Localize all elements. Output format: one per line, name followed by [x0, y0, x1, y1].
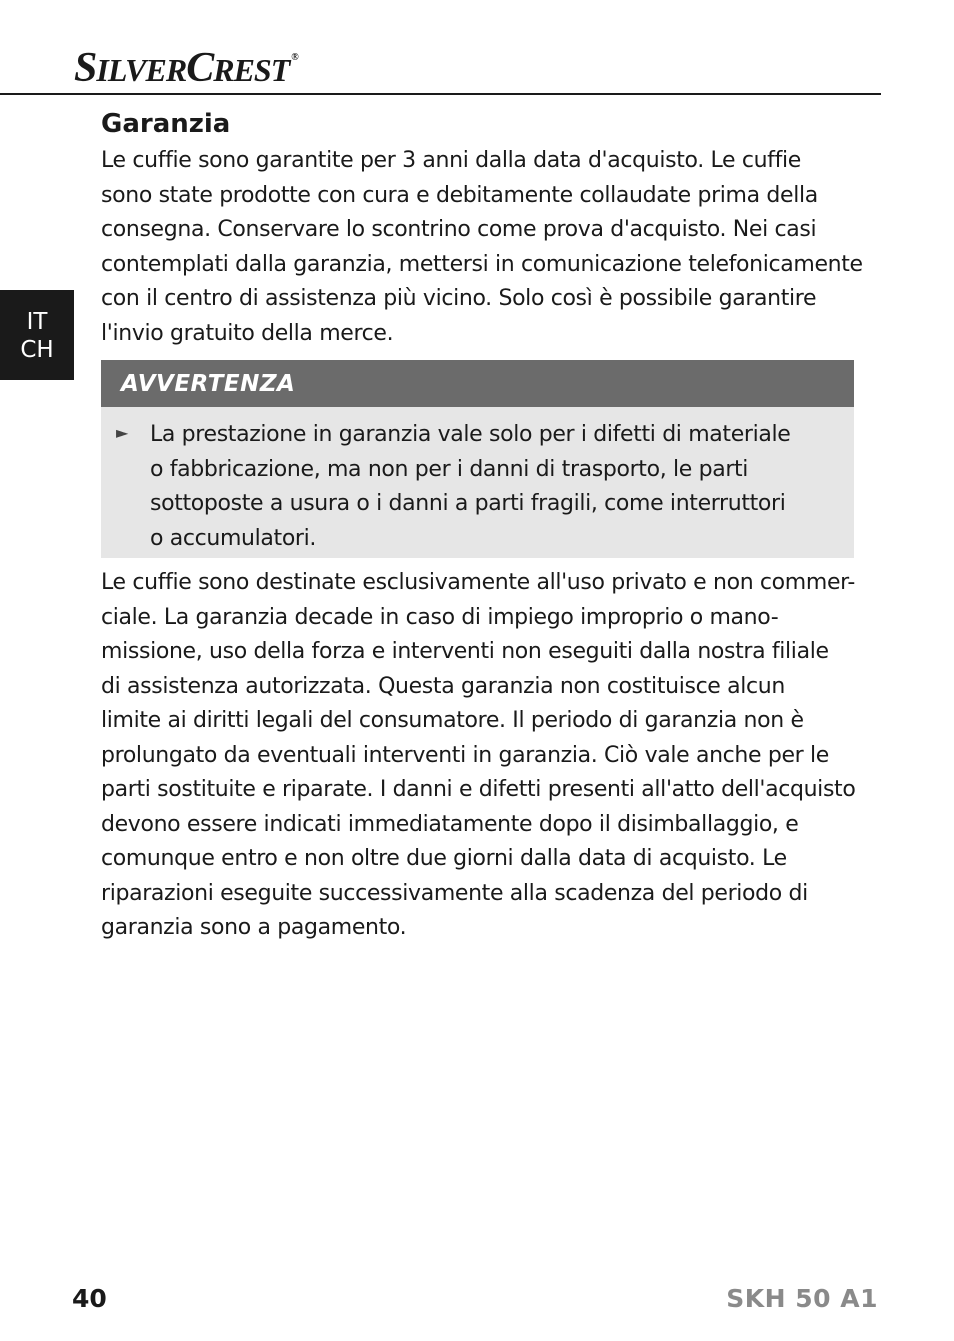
- language-code-ch: CH: [20, 337, 54, 363]
- warning-body: [101, 407, 854, 556]
- arrow-bullet-icon: ►: [116, 423, 129, 442]
- warning-line: o fabbricazione, ma non per i danni di trasporto, le parti: [150, 456, 749, 482]
- warning-line: o accumulatori.: [150, 525, 317, 551]
- page-number: 40: [72, 1284, 107, 1313]
- logo-letter-c: C: [186, 45, 214, 91]
- warranty-section: [101, 104, 861, 351]
- paragraph-line: garanzia sono a pagamento.: [101, 915, 407, 940]
- paragraph-line: consegna. Conservare lo scontrino come prova d'acquisto. Nei casi: [101, 217, 817, 242]
- paragraph-line: Le cuffie sono garantite per 3 anni dalla data d'acquisto. Le cuffie: [101, 148, 801, 173]
- paragraph-line: comunque entro e non oltre due giorni dalla data di acquisto. Le: [101, 846, 787, 871]
- warning-header: AVVERTENZA: [101, 360, 854, 407]
- paragraph-line: missione, uso della forza e interventi non eseguiti dalla nostra filiale: [101, 639, 829, 664]
- paragraph-line: Le cuffie sono destinate esclusivamente all'uso privato e non commer-: [101, 570, 856, 595]
- warning-box: [101, 360, 854, 558]
- logo-text-ilver: ILVER: [96, 52, 187, 88]
- paragraph-line: ciale. La garanzia decade in caso di impiego improprio o mano-: [101, 604, 779, 630]
- paragraph-line: l'invio gratuito della merce.: [101, 320, 394, 346]
- language-code-it: IT: [26, 309, 48, 335]
- paragraph-line: di assistenza autorizzata. Questa garanzia non costituisce alcun: [101, 673, 785, 699]
- language-tab: [0, 290, 74, 380]
- warranty-paragraph-1: [101, 144, 861, 351]
- paragraph-line: prolungato da eventuali interventi in garanzia. Ciò vale anche per le: [101, 742, 829, 768]
- paragraph-line: riparazioni eseguite successivamente alla scadenza del periodo di: [101, 880, 808, 906]
- header-divider: [0, 93, 881, 95]
- registered-mark: ®: [291, 52, 298, 63]
- model-number: SKH 50 A1: [726, 1284, 878, 1313]
- logo-text-rest: REST: [213, 52, 290, 88]
- paragraph-line: sono state prodotte con cura e debitamente collaudate prima della: [101, 182, 818, 208]
- brand-logo: [74, 44, 298, 91]
- logo-letter-s: S: [74, 45, 97, 91]
- warning-line: sottoposte a usura o i danni a parti fragili, come interruttori: [150, 491, 786, 516]
- paragraph-line: contemplati dalla garanzia, mettersi in comunicazione telefonicamente: [101, 251, 863, 277]
- paragraph-line: limite ai diritti legali del consumatore. Il periodo di garanzia non è: [101, 708, 804, 733]
- paragraph-line: con il centro di assistenza più vicino. Solo così è possibile garantire: [101, 286, 817, 311]
- warranty-paragraph-2: [101, 566, 861, 946]
- paragraph-line: devono essere indicati immediatamente dopo il disimballaggio, e: [101, 811, 799, 837]
- warning-line: La prestazione in garanzia vale solo per i difetti di materiale: [150, 422, 791, 447]
- paragraph-line: parti sostituite e riparate. I danni e difetti presenti all'atto dell'acquisto: [101, 777, 856, 802]
- section-title: Garanzia: [101, 109, 231, 139]
